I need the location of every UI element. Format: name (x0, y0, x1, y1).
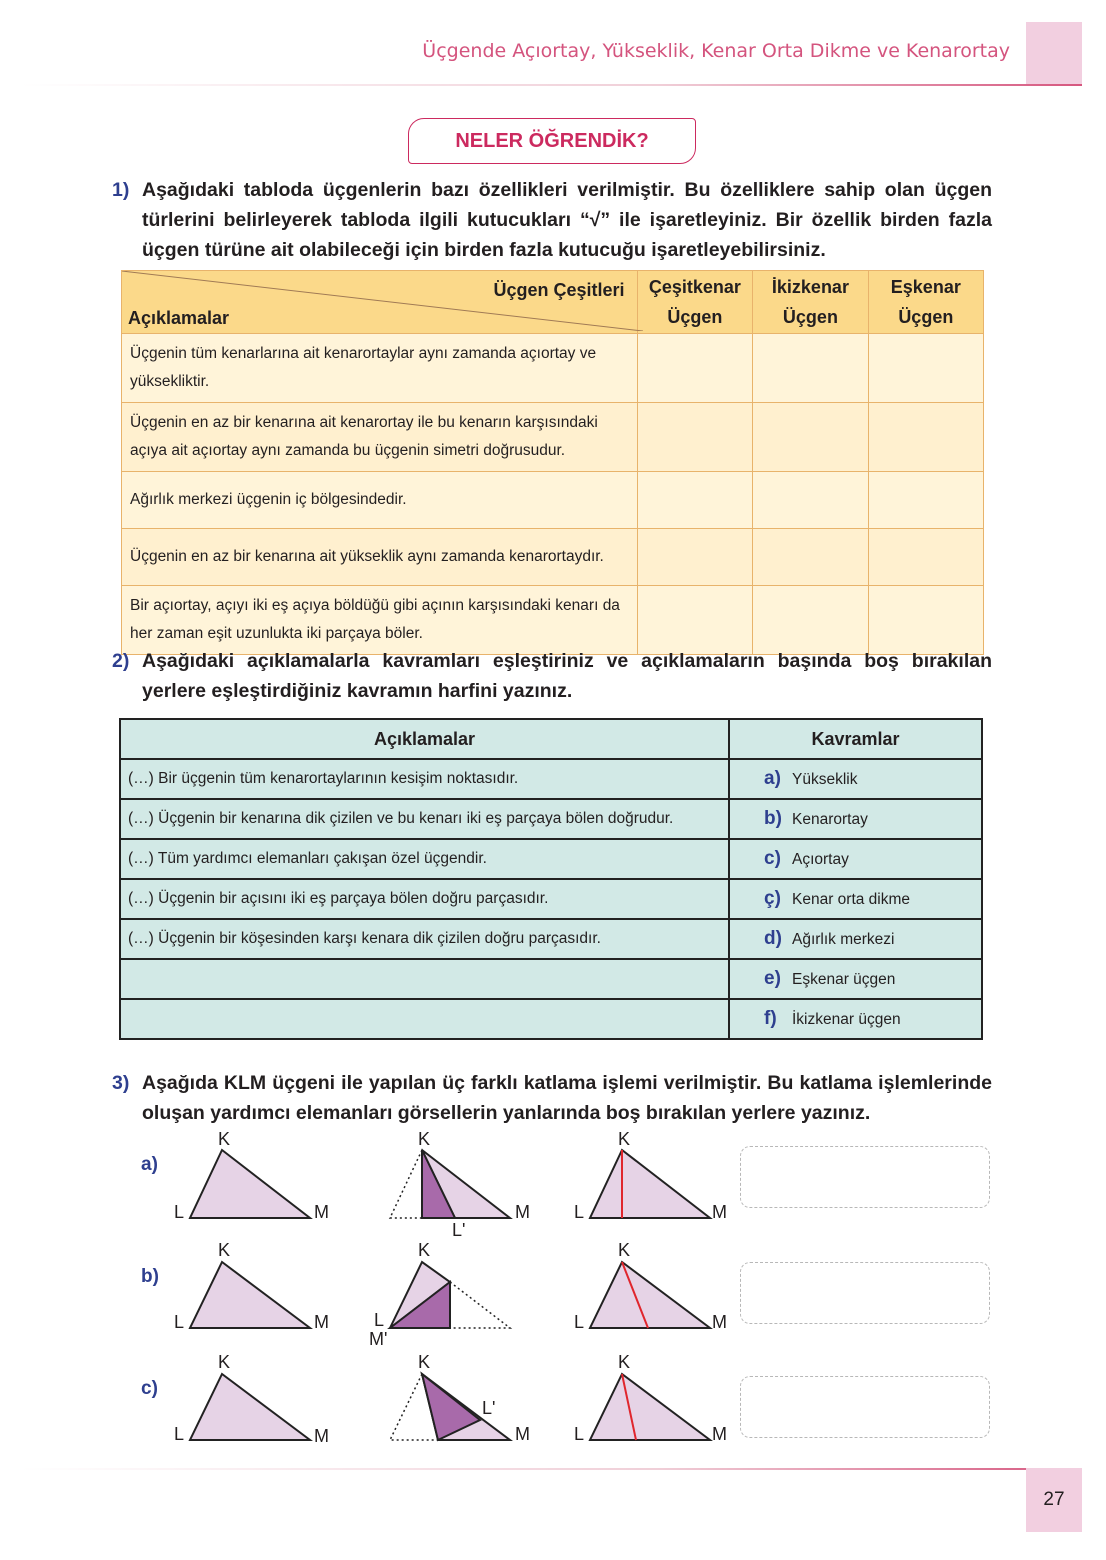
question-text: Aşağıda KLM üçgeni ile yapılan üç farklı katlama işlemi verilmiştir. Bu katlama işlemlerinde oluşan yardımcı elemanları görsellerin yanlarında boş bırakılan yerlere yazınız. (142, 1072, 992, 1124)
vertex-k: K (418, 1352, 431, 1372)
vertex-m-prime: M' (369, 1329, 388, 1349)
table-row-label: Üçgenin en az bir kenarına ait kenarortay ile bu kenarın karşısındaki açıya ait açıortay aynı zamanda bu üçgenin simetri doğrusudur. (122, 403, 638, 472)
concept-label: Yükseklik (792, 771, 858, 788)
answer-box-b[interactable] (740, 1262, 990, 1324)
description-cell[interactable]: (…) Tüm yardımcı elemanları çakışan özel üçgendir. (120, 839, 729, 879)
triangle-b2-fold (369, 1240, 510, 1349)
vertex-l-prime: L' (452, 1220, 466, 1240)
vertex-m: M (712, 1312, 727, 1332)
vertex-k: K (618, 1129, 631, 1149)
question-number: 2) (112, 650, 130, 672)
vertex-k: K (218, 1352, 231, 1372)
option-letter: ç) (764, 888, 781, 909)
vertex-k: K (218, 1129, 231, 1149)
col-header-aciklamalar: Açıklamalar (120, 719, 729, 759)
col-header-ikizkenar: İkizkenar Üçgen (753, 271, 868, 334)
triangle-c3-bisector (574, 1352, 727, 1444)
col-header-eskenar: Eşkenar Üçgen (868, 271, 983, 334)
triangle-b1 (174, 1240, 329, 1332)
option-letter: b) (764, 808, 782, 829)
option-letter: f) (764, 1008, 777, 1029)
description-cell[interactable]: (…) Bir üçgenin tüm kenarortaylarının kesişim noktasıdır. (120, 759, 729, 799)
vertex-m: M (314, 1426, 329, 1446)
diag-top-label: Üçgen Çeşitleri (493, 280, 625, 300)
section-title: NELER ÖĞRENDİK? (408, 118, 696, 164)
triangle-a1 (174, 1129, 329, 1222)
table-row-label: Ağırlık merkezi üçgenin iç bölgesindedir. (122, 472, 638, 529)
table-row-label: Bir açıortay, açıyı iki eş açıya böldüğü gibi açının karşısındaki kenarı da her zaman eşit uzunlukta iki parçaya böler. (122, 586, 638, 655)
option-letter: c) (764, 848, 781, 869)
question-number: 3) (112, 1072, 130, 1094)
vertex-m: M (712, 1202, 727, 1222)
question-text: Aşağıdaki tabloda üçgenlerin bazı özellikleri verilmiştir. Bu özelliklere sahip olan üçgen türlerini belirleyerek tabloda ilgili kutucukları “√” ile işaretleyiniz. Bir özellik birden fazla üçgen türüne ait olabileceği için birden fazla kutucuğu işaretleyebilirsiniz. (142, 179, 992, 261)
vertex-k: K (218, 1240, 231, 1260)
table-row-label: Üçgenin tüm kenarlarına ait kenarortaylar aynı zamanda açıortay ve yüksekliktir. (122, 334, 638, 403)
diag-bottom-label: Açıklamalar (128, 308, 230, 328)
concept-label: Kenarortay (792, 811, 868, 828)
table-row-label: Üçgenin en az bir kenarına ait yükseklik aynı zamanda kenarortaydır. (122, 529, 638, 586)
vertex-m: M (515, 1424, 530, 1444)
vertex-k: K (418, 1129, 431, 1149)
option-letter: d) (764, 928, 782, 949)
option-letter: a) (764, 768, 781, 789)
part-c-label: c) (141, 1378, 158, 1399)
concept-label: İkizkenar üçgen (792, 1011, 901, 1028)
concept-label: Kenar orta dikme (792, 891, 911, 908)
vertex-m: M (515, 1202, 530, 1222)
vertex-l: L (374, 1310, 385, 1330)
answer-box-c[interactable] (740, 1376, 990, 1438)
description-cell[interactable]: (…) Üçgenin bir kenarına dik çizilen ve bu kenarı iki eş parçaya bölen doğrudur. (120, 799, 729, 839)
question-text: Aşağıdaki açıklamalarla kavramları eşleştiriniz ve açıklamaların başında boş bırakılan yerlere eşleştirdiğiniz kavramın harfini yazınız. (142, 650, 992, 702)
vertex-m: M (314, 1202, 329, 1222)
answer-box-a[interactable] (740, 1146, 990, 1208)
concept-label: Ağırlık merkezi (792, 931, 895, 948)
chapter-title: Üçgende Açıortay, Yükseklik, Kenar Orta Dikme ve Kenarortay (422, 40, 1010, 62)
vertex-l: L (574, 1424, 585, 1444)
vertex-l: L (174, 1202, 185, 1222)
vertex-m: M (712, 1424, 727, 1444)
vertex-l-prime: L' (482, 1398, 496, 1418)
question-number: 1) (112, 179, 130, 201)
triangle-c1 (174, 1352, 329, 1446)
description-cell[interactable]: (…) Üçgenin bir köşesinden karşı kenara dik çizilen doğru parçasıdır. (120, 919, 729, 959)
part-b-label: b) (141, 1266, 159, 1287)
triangle-c2-fold (390, 1352, 530, 1444)
col-header-kavramlar: Kavramlar (729, 719, 982, 759)
part-a-label: a) (141, 1154, 158, 1175)
concept-label: Açıortay (792, 851, 849, 868)
vertex-l: L (574, 1312, 585, 1332)
description-cell[interactable]: (…) Üçgenin bir açısını iki eş parçaya bölen doğru parçasıdır. (120, 879, 729, 919)
vertex-k: K (618, 1240, 631, 1260)
vertex-m: M (314, 1312, 329, 1332)
col-header-cesitkenar: Çeşitkenar Üçgen (637, 271, 753, 334)
concept-label: Eşkenar üçgen (792, 971, 896, 988)
vertex-l: L (174, 1312, 185, 1332)
footer-divider (20, 1468, 1082, 1470)
triangle-a3-altitude (574, 1129, 727, 1222)
vertex-k: K (618, 1352, 631, 1372)
page-number: 27 (1026, 1468, 1082, 1532)
vertex-l: L (574, 1202, 585, 1222)
vertex-l: L (174, 1424, 185, 1444)
vertex-k: K (418, 1240, 431, 1260)
option-letter: e) (764, 968, 781, 989)
triangle-b3-median (574, 1240, 727, 1332)
triangle-a2-fold (390, 1129, 530, 1240)
